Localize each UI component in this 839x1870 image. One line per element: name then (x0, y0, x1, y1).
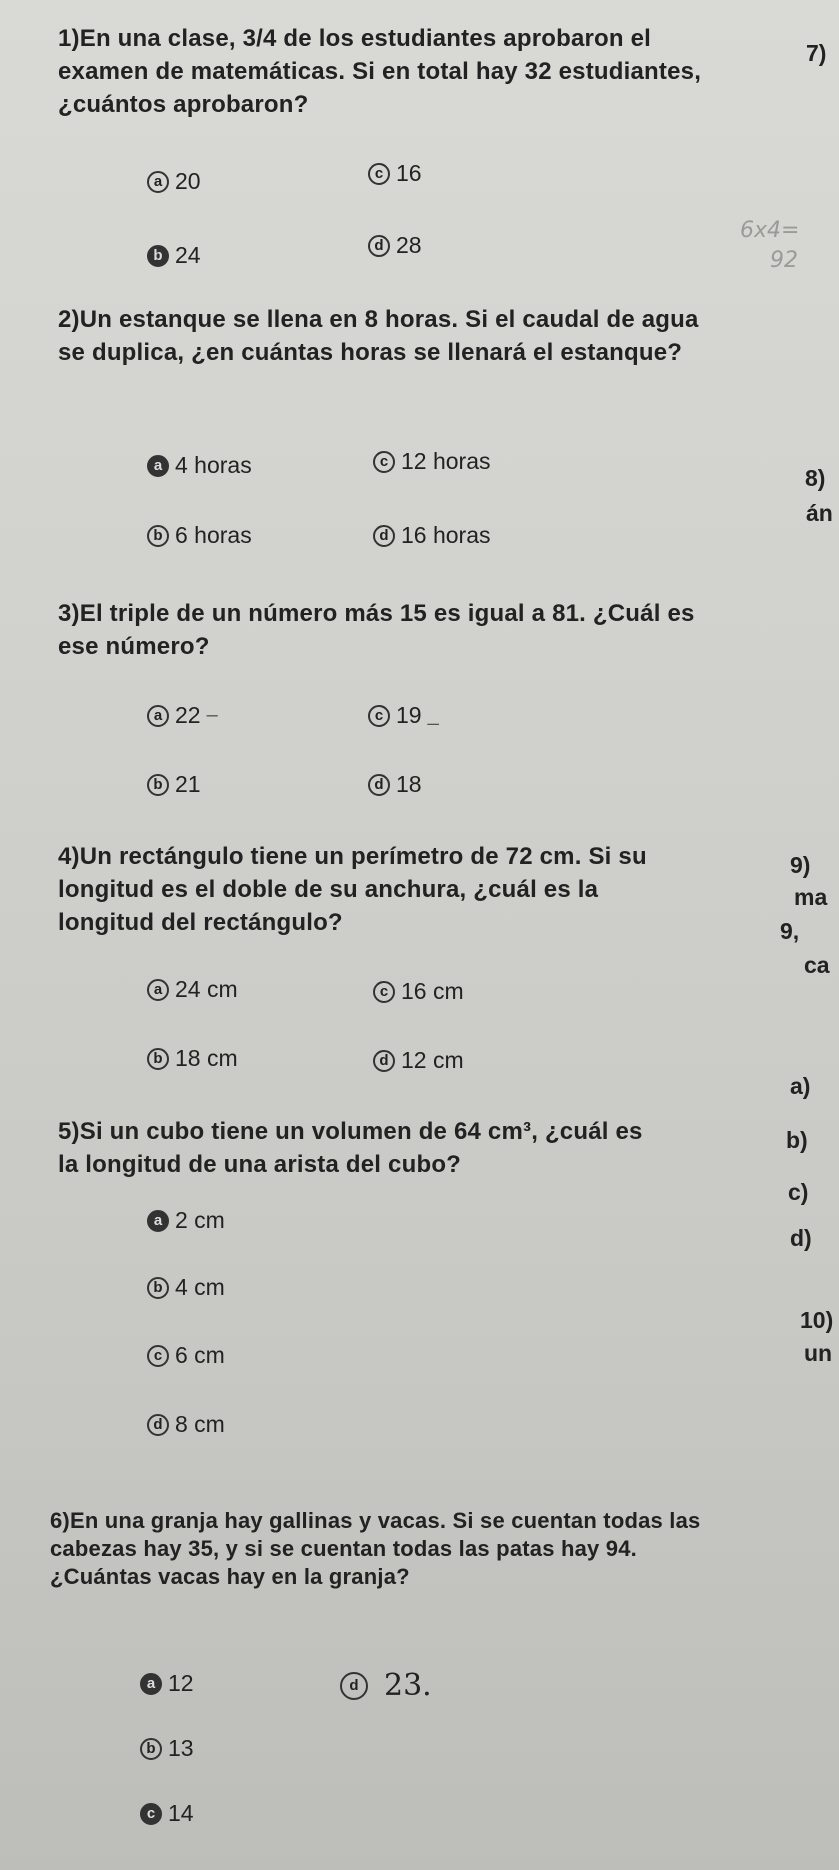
q2-option-c[interactable] (373, 448, 491, 475)
option-letter-bubble: c (368, 163, 390, 185)
q4-option-a[interactable] (147, 976, 238, 1003)
option-letter-bubble: b (147, 1277, 169, 1299)
question-1-text: 1)En una clase, 3/4 de los estudiantes aprobaron el examen de matemáticas. Si en total hay 32 estudiantes, ¿cuántos aprobaron? (58, 25, 702, 118)
handwritten-answer: 23. (384, 1668, 432, 1703)
option-value: 16 cm (401, 978, 464, 1004)
q4-option-b[interactable] (147, 1045, 238, 1072)
q6-option-d[interactable] (340, 1668, 432, 1703)
q2-option-b[interactable] (147, 522, 252, 549)
q3-option-c[interactable] (368, 702, 439, 729)
q2-option-d[interactable] (373, 522, 491, 549)
pencil-scribble-calc: 6x4= (740, 218, 800, 243)
option-value: 22 (175, 702, 201, 728)
question-4-text: 4)Un rectángulo tiene un perímetro de 72 cm. Si su longitud es el doble de su anchura, ¿cuál es la longitud del rectángulo? (58, 843, 647, 936)
q2-option-a[interactable] (147, 452, 252, 479)
option-letter-bubble: a (147, 171, 169, 193)
option-letter-bubble: c (373, 451, 395, 473)
q3-option-d[interactable] (368, 771, 422, 798)
option-letter-bubble: a (147, 979, 169, 1001)
side-fragment-c: c) (788, 1179, 809, 1205)
option-letter-bubble: c (140, 1803, 162, 1825)
option-letter-bubble: a (147, 455, 169, 477)
option-letter-bubble: d (368, 774, 390, 796)
option-value: 16 horas (401, 522, 491, 548)
option-letter-bubble: a (140, 1673, 162, 1695)
q1-option-c[interactable] (368, 160, 422, 187)
q6-option-a[interactable] (140, 1670, 194, 1697)
side-fragment-an: án (806, 500, 833, 526)
option-letter-bubble: d (373, 1050, 395, 1072)
q1-option-a[interactable] (147, 168, 201, 195)
q6-option-c[interactable] (140, 1800, 194, 1827)
option-letter-bubble: d (368, 235, 390, 257)
side-fragment-10: 10) (800, 1307, 834, 1333)
option-letter-bubble: b (147, 525, 169, 547)
option-value: 4 cm (175, 1274, 225, 1300)
question-3-text: 3)El triple de un número más 15 es igual a 81. ¿Cuál es ese número? (58, 600, 695, 660)
pencil-scribble-92: 92 (770, 248, 798, 273)
q5-option-a[interactable] (147, 1207, 225, 1234)
option-value: 6 horas (175, 522, 252, 548)
option-value: 24 (175, 242, 201, 268)
option-letter-bubble: c (373, 981, 395, 1003)
option-value: 16 (396, 160, 422, 186)
q4-option-c[interactable] (373, 978, 464, 1005)
side-fragment-d: d) (790, 1225, 812, 1251)
q5-option-b[interactable] (147, 1274, 225, 1301)
option-letter-bubble: c (368, 705, 390, 727)
option-value: 24 cm (175, 976, 238, 1002)
side-fragment-b: b) (786, 1127, 808, 1153)
side-fragment-un: un (804, 1340, 833, 1366)
option-value: 14 (168, 1800, 194, 1826)
q4-option-d[interactable] (373, 1047, 464, 1074)
option-letter-bubble: a (147, 1210, 169, 1232)
option-letter-bubble: a (147, 705, 169, 727)
question-2-text: 2)Un estanque se llena en 8 horas. Si el caudal de agua se duplica, ¿en cuántas horas se llenará el estanque? (58, 306, 699, 366)
side-fragment-ca: ca (804, 952, 830, 978)
option-value: 20 (175, 168, 201, 194)
side-fragment-a: a) (790, 1073, 811, 1099)
option-letter-bubble: b (147, 1048, 169, 1070)
option-value: 13 (168, 1735, 194, 1761)
option-value: 12 cm (401, 1047, 464, 1073)
option-letter-bubble: d (373, 525, 395, 547)
option-value: 12 (168, 1670, 194, 1696)
option-letter-bubble: d (340, 1672, 368, 1700)
option-letter-bubble: d (147, 1414, 169, 1436)
side-fragment-9: 9) (790, 852, 811, 878)
question-5-text: 5)Si un cubo tiene un volumen de 64 cm³, ¿cuál es la longitud de una arista del cubo? (58, 1118, 643, 1178)
side-fragment-ma: ma (794, 884, 828, 910)
option-value: 8 cm (175, 1411, 225, 1437)
option-value: 4 horas (175, 452, 252, 478)
question-6-text: 6)En una granja hay gallinas y vacas. Si se cuentan todas las cabezas hay 35, y si se cuentan todas las patas hay 94. ¿Cuántas vacas hay en la granja? (50, 1508, 701, 1589)
option-value: 18 cm (175, 1045, 238, 1071)
option-value: 18 (396, 771, 422, 797)
option-letter-bubble: c (147, 1345, 169, 1367)
q1-option-d[interactable] (368, 232, 422, 259)
option-value: 6 cm (175, 1342, 225, 1368)
pencil-underscore-icon: _ (427, 704, 439, 726)
q5-option-c[interactable] (147, 1342, 225, 1369)
side-fragment-7: 7) (806, 40, 827, 66)
option-letter-bubble: b (140, 1738, 162, 1760)
option-value: 21 (175, 771, 201, 797)
q3-option-b[interactable] (147, 771, 201, 798)
q3-option-a[interactable] (147, 702, 218, 729)
q1-option-b[interactable] (147, 242, 201, 269)
option-value: 19 (396, 702, 422, 728)
pencil-dash-icon: – (206, 704, 218, 726)
option-letter-bubble: b (147, 774, 169, 796)
q5-option-d[interactable] (147, 1411, 225, 1438)
option-letter-bubble: b (147, 245, 169, 267)
option-value: 12 horas (401, 448, 491, 474)
side-fragment-8: 8) (805, 465, 826, 491)
option-value: 28 (396, 232, 422, 258)
option-value: 2 cm (175, 1207, 225, 1233)
q6-option-b[interactable] (140, 1735, 194, 1762)
side-fragment-9-comma: 9, (780, 918, 800, 944)
